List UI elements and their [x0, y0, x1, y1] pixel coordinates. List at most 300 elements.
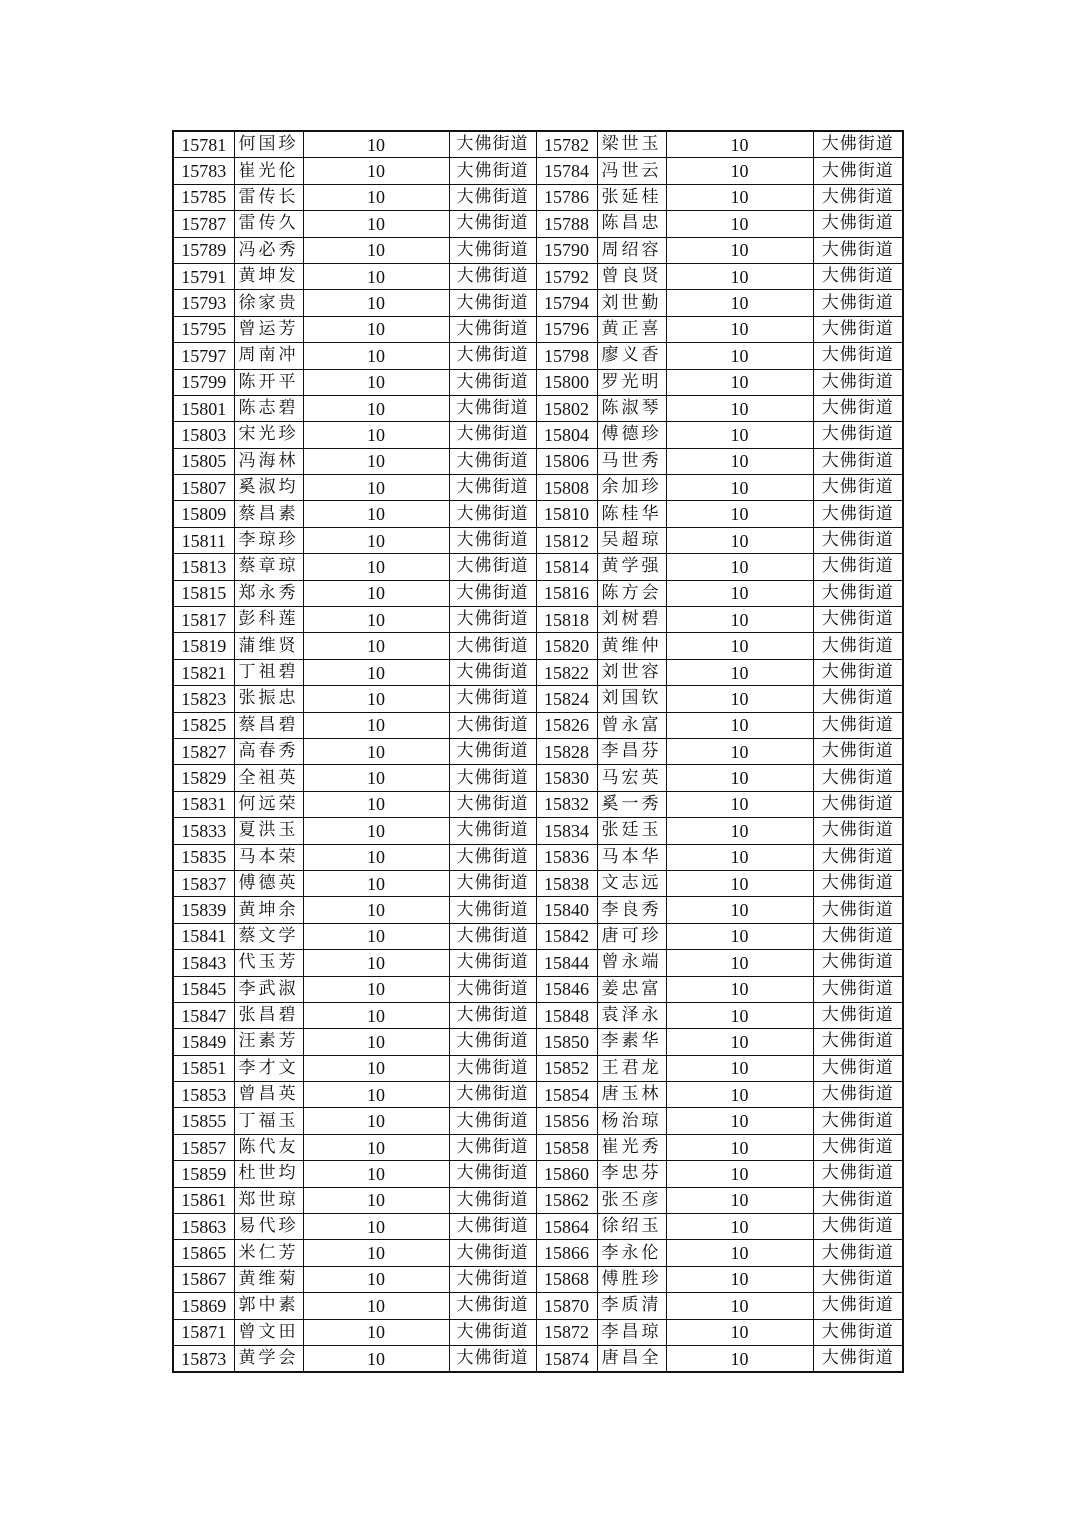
record-number-right: 15858: [536, 1134, 597, 1160]
record-number-right: 15860: [536, 1161, 597, 1187]
amount-right: 10: [666, 1029, 813, 1055]
amount-left: 10: [303, 765, 449, 791]
street-name-left: 大佛街道: [449, 527, 536, 553]
street-name-right: 大佛街道: [813, 607, 903, 633]
table-row: [173, 395, 903, 421]
table-row: [173, 1082, 903, 1108]
street-name-left: 大佛街道: [449, 501, 536, 527]
amount-left: 10: [303, 844, 449, 870]
person-name-left: 高春秀: [234, 738, 303, 764]
street-name-left: 大佛街道: [449, 844, 536, 870]
person-name-right: 李永伦: [597, 1240, 666, 1266]
record-number-left: 15795: [173, 316, 234, 342]
record-number-right: 15790: [536, 237, 597, 263]
person-name-left: 陈开平: [234, 369, 303, 395]
street-name-right: 大佛街道: [813, 316, 903, 342]
record-number-right: 15836: [536, 844, 597, 870]
person-name-right: 李昌芬: [597, 738, 666, 764]
record-number-left: 15785: [173, 184, 234, 210]
person-name-left: 周南冲: [234, 343, 303, 369]
record-number-left: 15869: [173, 1293, 234, 1319]
street-name-right: 大佛街道: [813, 1319, 903, 1345]
record-number-left: 15817: [173, 607, 234, 633]
person-name-right: 黄学强: [597, 554, 666, 580]
record-number-right: 15832: [536, 791, 597, 817]
amount-right: 10: [666, 923, 813, 949]
person-name-right: 黄维仲: [597, 633, 666, 659]
record-number-right: 15848: [536, 1002, 597, 1028]
record-number-left: 15831: [173, 791, 234, 817]
amount-left: 10: [303, 1293, 449, 1319]
record-number-left: 15867: [173, 1266, 234, 1292]
amount-right: 10: [666, 1214, 813, 1240]
amount-right: 10: [666, 290, 813, 316]
record-number-left: 15793: [173, 290, 234, 316]
amount-right: 10: [666, 976, 813, 1002]
amount-right: 10: [666, 1161, 813, 1187]
record-number-left: 15801: [173, 395, 234, 421]
person-name-right: 袁泽永: [597, 1002, 666, 1028]
person-name-left: 全祖英: [234, 765, 303, 791]
person-name-left: 陈志碧: [234, 395, 303, 421]
street-name-right: 大佛街道: [813, 131, 903, 158]
street-name-left: 大佛街道: [449, 1029, 536, 1055]
amount-right: 10: [666, 422, 813, 448]
record-number-right: 15854: [536, 1082, 597, 1108]
person-name-left: 李武淑: [234, 976, 303, 1002]
street-name-right: 大佛街道: [813, 844, 903, 870]
table-row: [173, 316, 903, 342]
street-name-left: 大佛街道: [449, 976, 536, 1002]
record-number-right: 15840: [536, 897, 597, 923]
person-name-right: 张丕彦: [597, 1187, 666, 1213]
street-name-left: 大佛街道: [449, 237, 536, 263]
amount-right: 10: [666, 765, 813, 791]
person-name-left: 郑永秀: [234, 580, 303, 606]
person-name-left: 黄学会: [234, 1345, 303, 1372]
person-name-left: 郑世琼: [234, 1187, 303, 1213]
recipient-table: [172, 130, 904, 1373]
person-name-left: 傅德英: [234, 870, 303, 896]
street-name-left: 大佛街道: [449, 1082, 536, 1108]
table-row: [173, 369, 903, 395]
amount-right: 10: [666, 554, 813, 580]
street-name-left: 大佛街道: [449, 1266, 536, 1292]
record-number-right: 15852: [536, 1055, 597, 1081]
amount-right: 10: [666, 263, 813, 289]
table-row: [173, 818, 903, 844]
record-number-left: 15787: [173, 211, 234, 237]
table-row: [173, 633, 903, 659]
street-name-left: 大佛街道: [449, 659, 536, 685]
amount-left: 10: [303, 1055, 449, 1081]
street-name-left: 大佛街道: [449, 1002, 536, 1028]
record-number-right: 15816: [536, 580, 597, 606]
amount-right: 10: [666, 607, 813, 633]
record-number-left: 15815: [173, 580, 234, 606]
person-name-left: 曾运芳: [234, 316, 303, 342]
table-row: [173, 1266, 903, 1292]
amount-left: 10: [303, 1187, 449, 1213]
street-name-right: 大佛街道: [813, 501, 903, 527]
person-name-right: 刘世容: [597, 659, 666, 685]
person-name-left: 易代珍: [234, 1214, 303, 1240]
amount-right: 10: [666, 343, 813, 369]
record-number-left: 15849: [173, 1029, 234, 1055]
table-row: [173, 237, 903, 263]
amount-left: 10: [303, 448, 449, 474]
street-name-left: 大佛街道: [449, 580, 536, 606]
amount-right: 10: [666, 686, 813, 712]
table-row: [173, 870, 903, 896]
amount-right: 10: [666, 818, 813, 844]
record-number-left: 15859: [173, 1161, 234, 1187]
street-name-left: 大佛街道: [449, 633, 536, 659]
street-name-left: 大佛街道: [449, 791, 536, 817]
person-name-right: 姜忠富: [597, 976, 666, 1002]
table-row: [173, 263, 903, 289]
person-name-right: 马宏英: [597, 765, 666, 791]
amount-left: 10: [303, 369, 449, 395]
amount-left: 10: [303, 475, 449, 501]
street-name-left: 大佛街道: [449, 211, 536, 237]
street-name-left: 大佛街道: [449, 184, 536, 210]
amount-left: 10: [303, 1029, 449, 1055]
person-name-left: 陈代友: [234, 1134, 303, 1160]
amount-left: 10: [303, 343, 449, 369]
person-name-right: 唐昌全: [597, 1345, 666, 1372]
record-number-right: 15834: [536, 818, 597, 844]
record-number-left: 15857: [173, 1134, 234, 1160]
person-name-left: 黄维菊: [234, 1266, 303, 1292]
table-row: [173, 1293, 903, 1319]
amount-left: 10: [303, 554, 449, 580]
record-number-left: 15805: [173, 448, 234, 474]
record-number-right: 15800: [536, 369, 597, 395]
street-name-left: 大佛街道: [449, 765, 536, 791]
person-name-right: 马本华: [597, 844, 666, 870]
record-number-left: 15807: [173, 475, 234, 501]
person-name-right: 文志远: [597, 870, 666, 896]
record-number-left: 15833: [173, 818, 234, 844]
street-name-left: 大佛街道: [449, 1240, 536, 1266]
person-name-right: 王君龙: [597, 1055, 666, 1081]
record-number-left: 15839: [173, 897, 234, 923]
street-name-left: 大佛街道: [449, 818, 536, 844]
street-name-right: 大佛街道: [813, 686, 903, 712]
record-number-right: 15794: [536, 290, 597, 316]
amount-right: 10: [666, 211, 813, 237]
amount-right: 10: [666, 369, 813, 395]
street-name-right: 大佛街道: [813, 158, 903, 184]
street-name-right: 大佛街道: [813, 1029, 903, 1055]
record-number-left: 15851: [173, 1055, 234, 1081]
table-row: [173, 659, 903, 685]
table-row: [173, 712, 903, 738]
person-name-left: 蔡昌碧: [234, 712, 303, 738]
record-number-right: 15870: [536, 1293, 597, 1319]
street-name-right: 大佛街道: [813, 343, 903, 369]
person-name-left: 冯海林: [234, 448, 303, 474]
record-number-left: 15835: [173, 844, 234, 870]
street-name-right: 大佛街道: [813, 1108, 903, 1134]
person-name-left: 冯必秀: [234, 237, 303, 263]
street-name-left: 大佛街道: [449, 607, 536, 633]
record-number-left: 15803: [173, 422, 234, 448]
record-number-right: 15862: [536, 1187, 597, 1213]
table-row: [173, 1029, 903, 1055]
amount-left: 10: [303, 316, 449, 342]
person-name-right: 曾永端: [597, 950, 666, 976]
amount-right: 10: [666, 738, 813, 764]
person-name-left: 彭科莲: [234, 607, 303, 633]
amount-left: 10: [303, 712, 449, 738]
person-name-right: 徐绍玉: [597, 1214, 666, 1240]
street-name-right: 大佛街道: [813, 1266, 903, 1292]
person-name-right: 余加珍: [597, 475, 666, 501]
street-name-right: 大佛街道: [813, 1187, 903, 1213]
record-number-left: 15861: [173, 1187, 234, 1213]
amount-left: 10: [303, 659, 449, 685]
amount-right: 10: [666, 870, 813, 896]
person-name-left: 丁福玉: [234, 1108, 303, 1134]
table-row: [173, 211, 903, 237]
street-name-right: 大佛街道: [813, 422, 903, 448]
street-name-right: 大佛街道: [813, 1293, 903, 1319]
record-number-left: 15797: [173, 343, 234, 369]
person-name-left: 曾文田: [234, 1319, 303, 1345]
street-name-right: 大佛街道: [813, 1345, 903, 1372]
amount-right: 10: [666, 1345, 813, 1372]
street-name-right: 大佛街道: [813, 765, 903, 791]
table-row: [173, 1345, 903, 1372]
table-row: [173, 1055, 903, 1081]
person-name-left: 蔡文学: [234, 923, 303, 949]
amount-left: 10: [303, 237, 449, 263]
table-row: [173, 923, 903, 949]
amount-left: 10: [303, 1319, 449, 1345]
street-name-right: 大佛街道: [813, 791, 903, 817]
amount-left: 10: [303, 1134, 449, 1160]
table-row: [173, 791, 903, 817]
street-name-left: 大佛街道: [449, 369, 536, 395]
street-name-left: 大佛街道: [449, 1187, 536, 1213]
amount-left: 10: [303, 976, 449, 1002]
record-number-right: 15846: [536, 976, 597, 1002]
street-name-right: 大佛街道: [813, 1134, 903, 1160]
table-row: [173, 686, 903, 712]
person-name-left: 徐家贵: [234, 290, 303, 316]
person-name-right: 陈昌忠: [597, 211, 666, 237]
street-name-left: 大佛街道: [449, 1108, 536, 1134]
table-row: [173, 765, 903, 791]
table-row: [173, 1319, 903, 1345]
record-number-left: 15789: [173, 237, 234, 263]
record-number-left: 15821: [173, 659, 234, 685]
amount-right: 10: [666, 1082, 813, 1108]
record-number-right: 15810: [536, 501, 597, 527]
person-name-left: 蒲维贤: [234, 633, 303, 659]
amount-left: 10: [303, 1002, 449, 1028]
street-name-right: 大佛街道: [813, 395, 903, 421]
person-name-right: 张延桂: [597, 184, 666, 210]
table-row: [173, 1214, 903, 1240]
person-name-right: 傅胜珍: [597, 1266, 666, 1292]
amount-right: 10: [666, 158, 813, 184]
record-number-right: 15786: [536, 184, 597, 210]
record-number-right: 15804: [536, 422, 597, 448]
record-number-right: 15792: [536, 263, 597, 289]
amount-right: 10: [666, 712, 813, 738]
street-name-left: 大佛街道: [449, 1319, 536, 1345]
record-number-left: 15843: [173, 950, 234, 976]
amount-left: 10: [303, 738, 449, 764]
table-row: [173, 1187, 903, 1213]
amount-right: 10: [666, 633, 813, 659]
record-number-right: 15818: [536, 607, 597, 633]
record-number-right: 15868: [536, 1266, 597, 1292]
table-row: [173, 976, 903, 1002]
amount-left: 10: [303, 1345, 449, 1372]
street-name-left: 大佛街道: [449, 422, 536, 448]
table-row: [173, 343, 903, 369]
person-name-right: 傅德珍: [597, 422, 666, 448]
street-name-left: 大佛街道: [449, 738, 536, 764]
street-name-left: 大佛街道: [449, 923, 536, 949]
amount-left: 10: [303, 211, 449, 237]
record-number-right: 15874: [536, 1345, 597, 1372]
person-name-left: 汪素芳: [234, 1029, 303, 1055]
amount-right: 10: [666, 1134, 813, 1160]
street-name-right: 大佛街道: [813, 580, 903, 606]
amount-right: 10: [666, 184, 813, 210]
person-name-right: 冯世云: [597, 158, 666, 184]
amount-right: 10: [666, 844, 813, 870]
street-name-left: 大佛街道: [449, 1055, 536, 1081]
street-name-right: 大佛街道: [813, 369, 903, 395]
amount-left: 10: [303, 580, 449, 606]
table-body: [173, 131, 903, 1372]
amount-right: 10: [666, 791, 813, 817]
street-name-right: 大佛街道: [813, 290, 903, 316]
amount-right: 10: [666, 475, 813, 501]
amount-left: 10: [303, 1082, 449, 1108]
person-name-right: 廖义香: [597, 343, 666, 369]
street-name-right: 大佛街道: [813, 1082, 903, 1108]
record-number-right: 15826: [536, 712, 597, 738]
record-number-right: 15784: [536, 158, 597, 184]
amount-left: 10: [303, 686, 449, 712]
person-name-right: 吴超琼: [597, 527, 666, 553]
street-name-right: 大佛街道: [813, 1055, 903, 1081]
person-name-right: 李质清: [597, 1293, 666, 1319]
street-name-right: 大佛街道: [813, 211, 903, 237]
record-number-right: 15802: [536, 395, 597, 421]
person-name-right: 陈方会: [597, 580, 666, 606]
amount-left: 10: [303, 263, 449, 289]
amount-right: 10: [666, 580, 813, 606]
street-name-left: 大佛街道: [449, 448, 536, 474]
table-row: [173, 950, 903, 976]
street-name-right: 大佛街道: [813, 554, 903, 580]
record-number-left: 15847: [173, 1002, 234, 1028]
amount-right: 10: [666, 659, 813, 685]
person-name-left: 米仁芳: [234, 1240, 303, 1266]
record-number-left: 15791: [173, 263, 234, 289]
record-number-right: 15830: [536, 765, 597, 791]
street-name-right: 大佛街道: [813, 184, 903, 210]
person-name-left: 曾昌英: [234, 1082, 303, 1108]
street-name-left: 大佛街道: [449, 395, 536, 421]
record-number-left: 15855: [173, 1108, 234, 1134]
amount-left: 10: [303, 633, 449, 659]
amount-left: 10: [303, 1161, 449, 1187]
amount-left: 10: [303, 791, 449, 817]
person-name-left: 黄坤余: [234, 897, 303, 923]
record-number-left: 15837: [173, 870, 234, 896]
table-row: [173, 1108, 903, 1134]
record-number-left: 15871: [173, 1319, 234, 1345]
record-number-right: 15856: [536, 1108, 597, 1134]
street-name-left: 大佛街道: [449, 131, 536, 158]
street-name-right: 大佛街道: [813, 1002, 903, 1028]
record-number-left: 15823: [173, 686, 234, 712]
street-name-left: 大佛街道: [449, 1161, 536, 1187]
street-name-right: 大佛街道: [813, 527, 903, 553]
street-name-left: 大佛街道: [449, 950, 536, 976]
record-number-right: 15808: [536, 475, 597, 501]
street-name-right: 大佛街道: [813, 633, 903, 659]
amount-left: 10: [303, 184, 449, 210]
table-row: [173, 131, 903, 158]
amount-left: 10: [303, 950, 449, 976]
amount-right: 10: [666, 131, 813, 158]
record-number-left: 15813: [173, 554, 234, 580]
street-name-right: 大佛街道: [813, 870, 903, 896]
person-name-right: 李良秀: [597, 897, 666, 923]
record-number-left: 15799: [173, 369, 234, 395]
table-row: [173, 290, 903, 316]
table-row: [173, 527, 903, 553]
person-name-left: 宋光珍: [234, 422, 303, 448]
record-number-left: 15865: [173, 1240, 234, 1266]
amount-right: 10: [666, 395, 813, 421]
amount-right: 10: [666, 448, 813, 474]
street-name-left: 大佛街道: [449, 343, 536, 369]
table-row: [173, 1002, 903, 1028]
record-number-left: 15853: [173, 1082, 234, 1108]
record-number-left: 15811: [173, 527, 234, 553]
person-name-left: 崔光伦: [234, 158, 303, 184]
amount-left: 10: [303, 923, 449, 949]
table-row: [173, 554, 903, 580]
record-number-left: 15825: [173, 712, 234, 738]
person-name-right: 周绍容: [597, 237, 666, 263]
record-number-right: 15864: [536, 1214, 597, 1240]
person-name-right: 黄正喜: [597, 316, 666, 342]
record-number-left: 15863: [173, 1214, 234, 1240]
person-name-left: 黄坤发: [234, 263, 303, 289]
street-name-right: 大佛街道: [813, 950, 903, 976]
amount-right: 10: [666, 501, 813, 527]
person-name-left: 雷传久: [234, 211, 303, 237]
amount-left: 10: [303, 131, 449, 158]
person-name-right: 马世秀: [597, 448, 666, 474]
street-name-right: 大佛街道: [813, 448, 903, 474]
person-name-left: 张振忠: [234, 686, 303, 712]
table-row: [173, 738, 903, 764]
amount-left: 10: [303, 1214, 449, 1240]
